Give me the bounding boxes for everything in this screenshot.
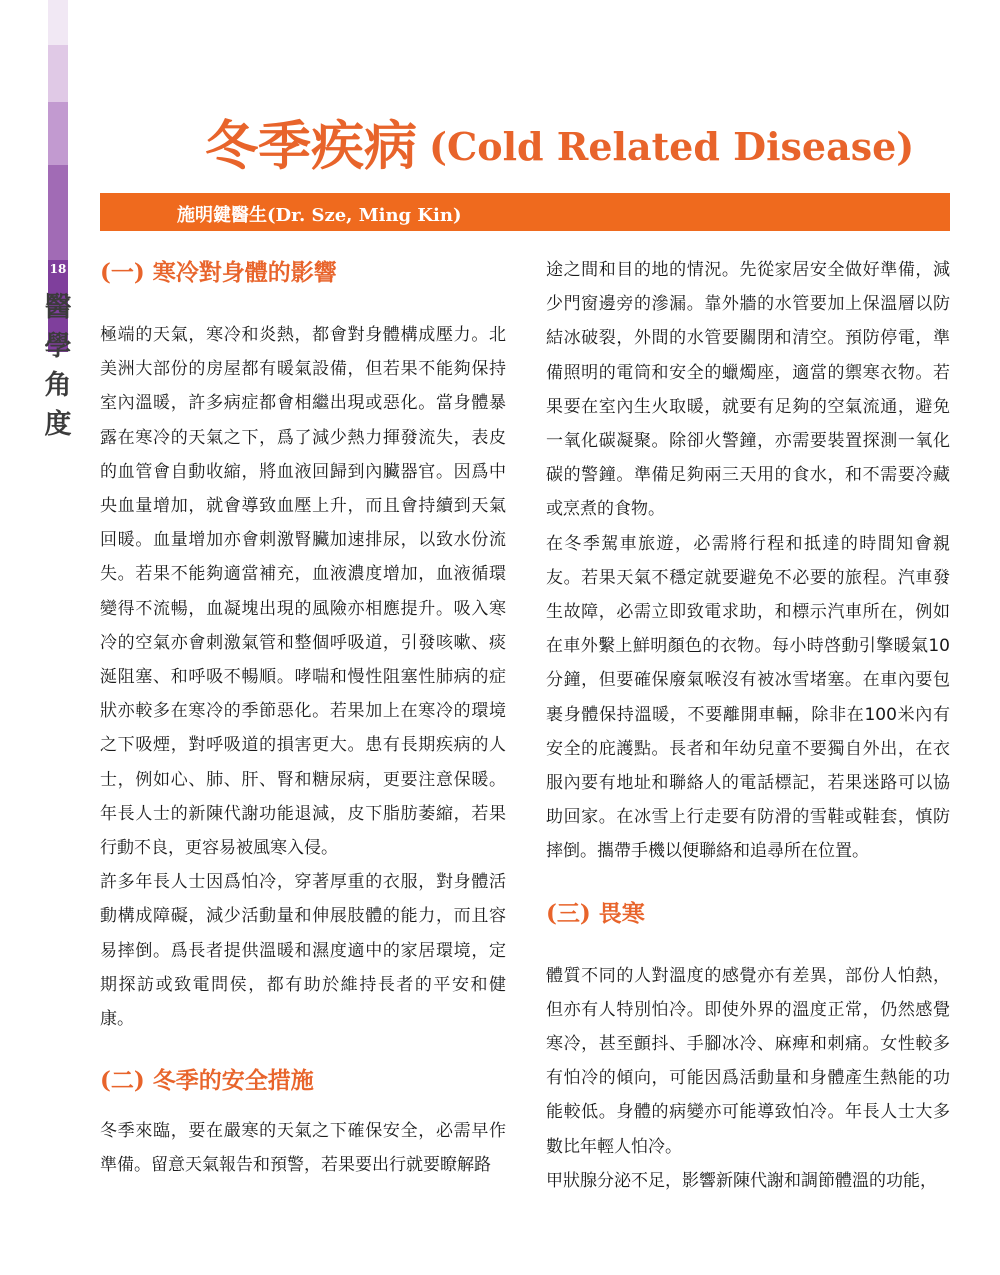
article-title (205, 104, 914, 180)
paragraph: 冬季來臨，要在嚴寒的天氣之下確保安全，必需早作準備。留意天氣報告和預警，若果要出行就要瞭解路 (100, 1121, 506, 1176)
sidebar-block (48, 102, 68, 165)
paragraph: 極端的天氣，寒冷和炎熱，都會對身體構成壓力。北美洲大部份的房屋都有暖氣設備，但若果不能夠保持室內溫暖，許多病症都會相繼出現或惡化。當身體暴露在寒冷的天氣之下，爲了減少熱力揮發流失，表皮的血管會自動收縮，將血液回歸到內臟器官。因爲中央血量增加，就會導致血壓上升，而且會持續到天氣回暖。血量增加亦會刺激腎臟加速排尿，以致水份流失。若果不能夠適當補充，血液濃度增加，血液循環變得不流暢，血凝塊出現的風險亦相應提升。吸入寒冷的空氣亦會刺激氣管和整個呼吸道，引發咳嗽、痰涎阻塞、和呼吸不暢順。哮喘和慢性阻塞性肺病的症狀亦較多在寒冷的季節惡化。若果加上在寒冷的環境之下吸煙，對呼吸道的損害更大。患有長期疾病的人士，例如心、肺、肝、腎和糖尿病，更要注意保暖。年長人士的新陳代謝功能退減，皮下脂肪萎縮，若果行動不良，更容易被風寒入侵。 (100, 325, 506, 859)
section-label (42, 288, 74, 444)
section-heading: (三) 畏寒 (546, 899, 645, 927)
left-column (100, 256, 506, 1183)
sidebar-block (48, 45, 68, 102)
author-name: 施明鍵醫生(Dr. Sze, Ming Kin) (177, 205, 462, 226)
title-chinese: 冬季疾病 (205, 115, 417, 177)
section-label-char: 醫 (44, 292, 72, 323)
title-english: (Cold Related Disease) (429, 124, 915, 169)
section-heading: (一) 寒冷對身體的影響 (100, 259, 337, 286)
paragraph: 體質不同的人對溫度的感覺亦有差異，部份人怕熱，但亦有人特別怕冷。即使外界的溫度正常，仍然感覺寒冷，甚至顫抖、手腳冰冷、麻痺和刺痛。女性較多有怕冷的傾向，可能因爲活動量和身體產生熱能的功能較低。身體的病變亦可能導致怕冷。年長人士大多數比年輕人怕冷。 (546, 965, 950, 1157)
right-column (546, 253, 950, 1198)
paragraph: 途之間和目的地的情況。先從家居安全做好準備，減少門窗邊旁的滲漏。靠外牆的水管要加上保溫層以防結冰破裂，外間的水管要關閉和清空。預防停電，準備照明的電筒和安全的蠟燭座，適當的禦寒衣物。若果要在室內生火取暖，就要有足夠的空氣流通，避免一氧化碳凝聚。除卻火警鐘，亦需要裝置探測一氧化碳的警鐘。準備足夠兩三天用的食水，和不需要冷藏或烹煮的食物。 (546, 260, 950, 520)
section-label-char: 度 (44, 409, 72, 440)
section-label-char: 角 (44, 370, 72, 401)
section-label-char: 學 (44, 331, 72, 362)
paragraph: 在冬季駕車旅遊，必需將行程和抵達的時間知會親友。若果天氣不穩定就要避免不必要的旅程。汽車發生故障，必需立即致電求助，和標示汽車所在，例如在車外繫上鮮明顏色的衣物。每小時啓動引擎暖氣10分鐘，但要確保廢氣喉沒有被冰雪堵塞。在車內要包裹身體保持溫暖，不要離開車輛，除非在100米內有安全的庇護點。長者和年幼兒童不要獨自外出，在衣服內要有地址和聯絡人的電話標記，若果迷路可以協助回家。在冰雪上行走要有防滑的雪鞋或鞋套，慎防摔倒。攜帶手機以便聯絡和追尋所在位置。 (546, 533, 950, 862)
page-number: 18 (49, 262, 67, 276)
sidebar-block (48, 165, 68, 260)
paragraph: 甲狀腺分泌不足，影響新陳代謝和調節體溫的功能， (546, 1170, 937, 1191)
sidebar-block (48, 0, 68, 45)
author-banner (100, 193, 950, 231)
paragraph: 許多年長人士因爲怕冷，穿著厚重的衣服，對身體活動構成障礙，減少活動量和伸展肢體的能力，而且容易摔倒。爲長者提供溫暖和濕度適中的家居環境，定期探訪或致電問侯，都有助於維持長者的平安和健康。 (100, 872, 506, 1030)
section-heading: (二) 冬季的安全措施 (100, 1067, 314, 1095)
